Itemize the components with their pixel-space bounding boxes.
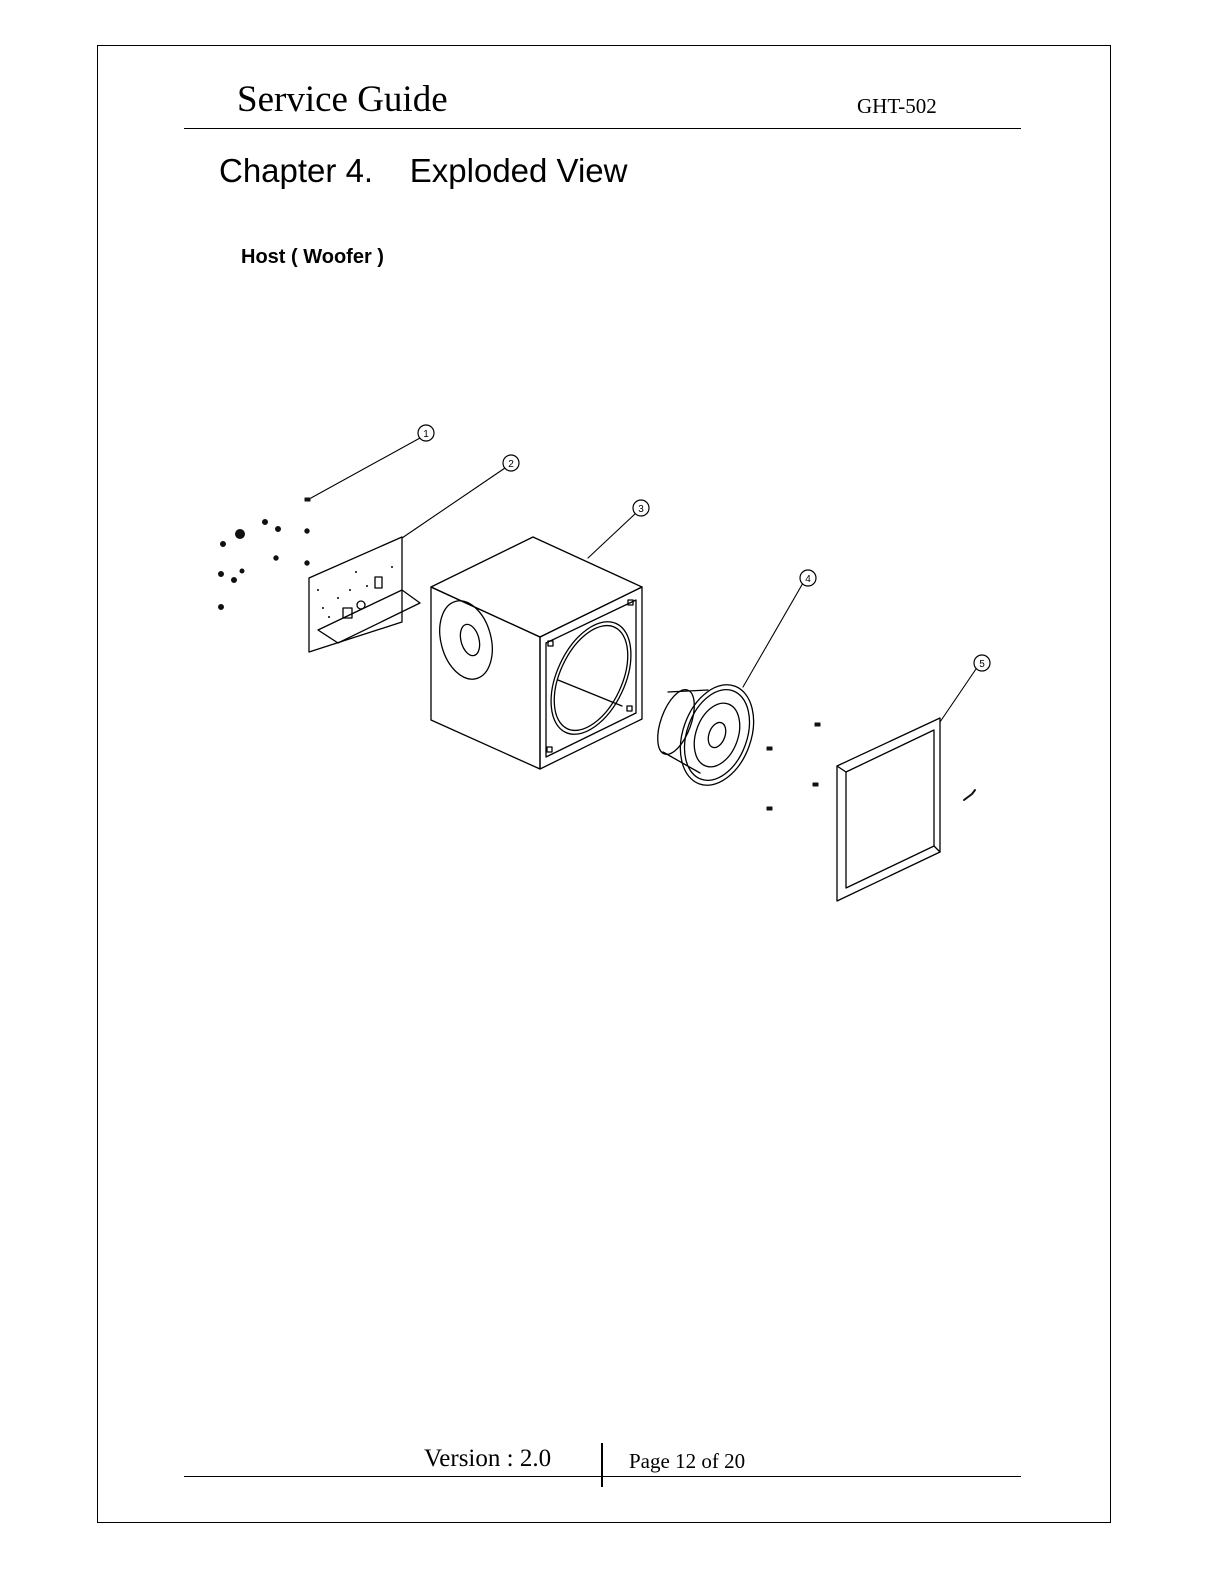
- document-title: Service Guide: [237, 79, 448, 120]
- callout-1: 1: [423, 429, 429, 440]
- leader-lines: [311, 438, 976, 722]
- screws-group: [219, 498, 311, 610]
- callout-5: 5: [979, 659, 985, 670]
- callout-4: 4: [805, 574, 811, 585]
- woofer-driver: [650, 675, 766, 796]
- callout-2: 2: [508, 459, 514, 470]
- front-grille: [837, 718, 940, 901]
- footer-rule: [184, 1476, 1021, 1477]
- section-heading: Host ( Woofer ): [241, 246, 384, 268]
- cabinet: [431, 537, 647, 769]
- chapter-heading: Chapter 4. Exploded View: [219, 152, 628, 189]
- callout-circles: [418, 425, 990, 671]
- page-number: Page 12 of 20: [629, 1449, 746, 1473]
- amplifier-board: [309, 537, 420, 652]
- model-number: GHT-502: [857, 94, 937, 118]
- callout-3: 3: [638, 504, 644, 515]
- header-rule: [184, 128, 1021, 129]
- footer-divider: [601, 1443, 603, 1487]
- version-label: Version : 2.0: [424, 1445, 552, 1472]
- exploded-view-diagram: [208, 418, 998, 918]
- grille-fasteners: [767, 723, 975, 810]
